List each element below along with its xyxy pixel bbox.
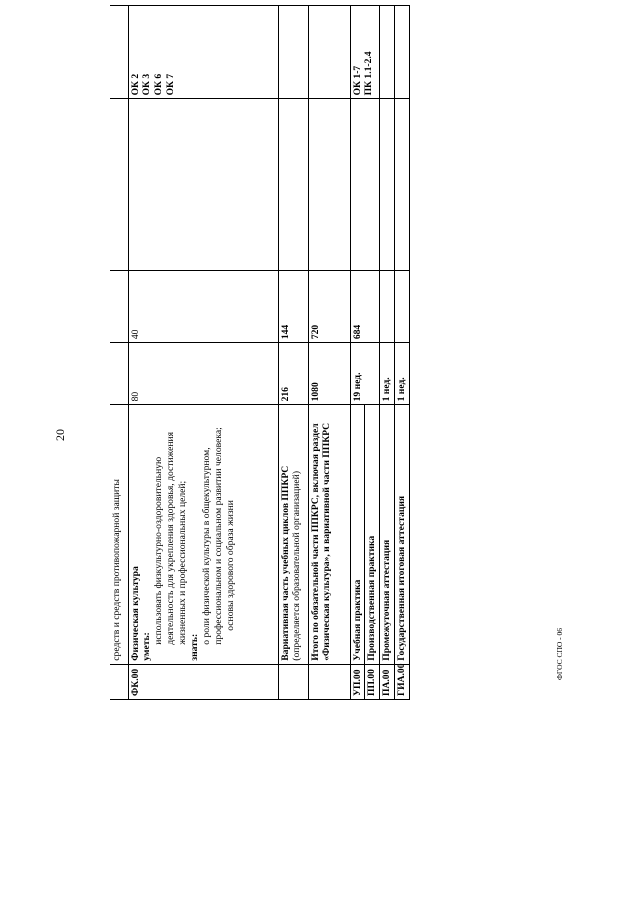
competence-code: ОК 1-7: [351, 65, 363, 96]
index-cell: [278, 664, 308, 699]
name-cell: [128, 405, 278, 664]
discipline-cell: [350, 99, 380, 270]
obligatory-load-cell: 720: [308, 270, 350, 343]
max-load-cell: 80: [128, 343, 278, 405]
name-cell: [278, 405, 308, 664]
discipline-cell: [128, 99, 278, 270]
knowledge-text-2: основы здорового образа жизни: [225, 500, 237, 631]
table-row: [395, 6, 410, 700]
discipline-cell: [278, 99, 308, 270]
index-cell: [110, 664, 128, 699]
skills-text: использовать физкультурно-оздоровительную деятельность для укрепления здоровья, достижения жизненных и профессиональных целей;: [153, 431, 189, 645]
obligatory-load-cell: [110, 270, 128, 343]
section-title: Физическая культура: [129, 566, 141, 661]
page-number: 20: [53, 429, 67, 441]
competence-cell: [350, 6, 380, 99]
table-row: [278, 6, 308, 700]
discipline-cell: [380, 99, 395, 270]
max-load-cell: 216: [278, 343, 308, 405]
obligatory-load-cell: [395, 270, 410, 343]
obligatory-load-cell: 40: [128, 270, 278, 343]
competence-code: ОК 6: [153, 73, 165, 96]
competence-code: ОК 2: [129, 73, 141, 96]
index-cell: УП.00: [350, 664, 365, 699]
knowledge-text-1: о роли физической культуры в общекультурном, профессиональном и социальном развитии человека;: [201, 427, 225, 645]
table-row: [350, 6, 365, 700]
table-row: [110, 6, 128, 700]
max-load-cell: 1080: [308, 343, 350, 405]
variable-part-title: Вариативная часть учебных циклов ППКРС: [279, 465, 291, 661]
competence-cell: [278, 6, 308, 99]
obligatory-load-cell: 684: [350, 270, 380, 343]
name-cell: средств и средств противопожарной защиты: [110, 405, 128, 664]
competence-cell: [128, 6, 278, 99]
name-cell: Промежуточная аттестация: [380, 405, 395, 664]
max-load-cell: 1 нед.: [380, 343, 395, 405]
name-cell: Производственная практика: [365, 405, 380, 664]
discipline-cell: [110, 99, 128, 270]
name-cell: Государственная итоговая аттестация: [395, 405, 410, 664]
table-row: [128, 6, 278, 700]
index-cell: ПА.00: [380, 664, 395, 699]
index-cell: [308, 664, 350, 699]
table-row: [308, 6, 350, 700]
max-load-cell: 1 нед.: [395, 343, 410, 405]
max-load-cell: 19 нед.: [350, 343, 380, 405]
competence-cell: [308, 6, 350, 99]
competence-code: ОК 7: [165, 73, 177, 96]
name-cell: Итого по обязательной части ППКРС, включая раздел «Физическая культура», и вариативной части ППКРС: [308, 405, 350, 664]
table-row: [380, 6, 395, 700]
index-cell: ФК.00: [128, 664, 278, 699]
max-load-cell: [110, 343, 128, 405]
discipline-cell: [308, 99, 350, 270]
competence-cell: [380, 6, 395, 99]
obligatory-load-cell: 144: [278, 270, 308, 343]
name-cell: Учебная практика: [350, 405, 365, 664]
index-cell: ГИА.00: [395, 664, 410, 699]
discipline-cell: [395, 99, 410, 270]
variable-part-subtitle: (определяется образовательной организацией): [291, 470, 303, 661]
curriculum-table: [110, 5, 410, 700]
page-footer: ФГОС СПО - 06: [555, 627, 564, 680]
competence-cell: [110, 6, 128, 99]
competence-code: ОК 3: [141, 73, 153, 96]
competence-cell: [395, 6, 410, 99]
knowledge-heading: знать:: [189, 633, 201, 661]
skills-heading: уметь:: [141, 632, 153, 661]
index-cell: ПП.00: [365, 664, 380, 699]
competence-code: ПК 1.1-2.4: [363, 51, 375, 96]
curriculum-table-sheet: [110, 5, 410, 700]
obligatory-load-cell: [380, 270, 395, 343]
